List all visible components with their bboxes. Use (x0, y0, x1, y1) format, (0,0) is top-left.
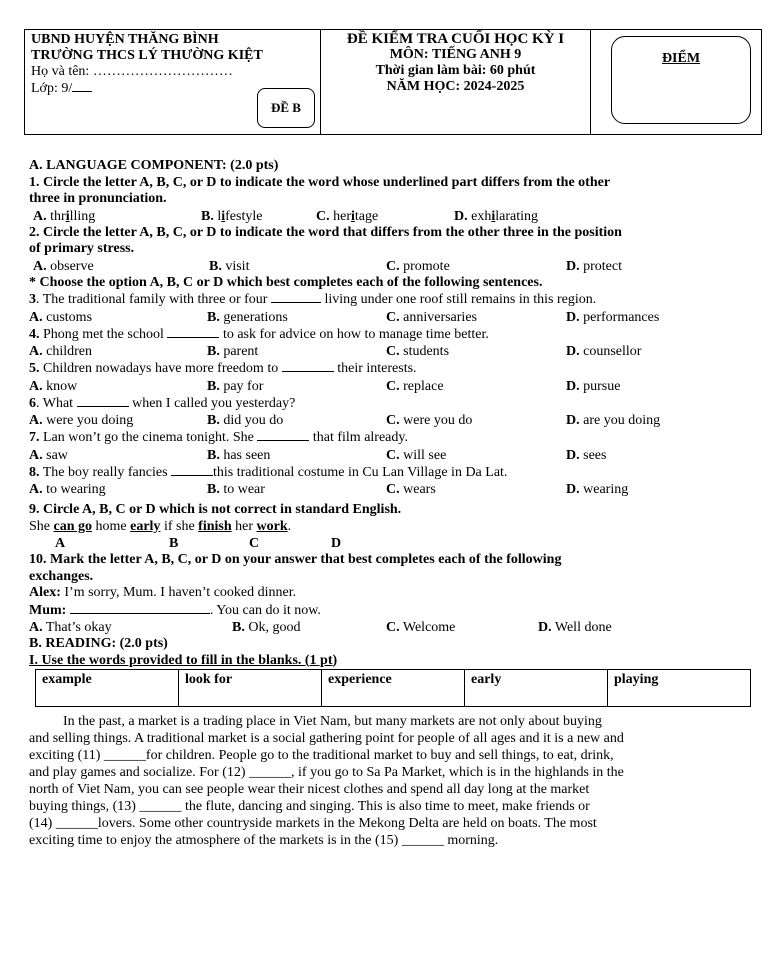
exam-title-line1: ĐỀ KIỂM TRA CUỐI HỌC KỲ I (346, 31, 565, 47)
passage-line: buying things, (13) ______ the flute, dancing and singing. This is also time to meet, make friends or (29, 799, 590, 814)
q9-part-a[interactable]: can go (53, 518, 92, 534)
passage-line: north of Viet Nam, you can see people wear their nicest clothes and spend all day long at the market (29, 782, 590, 797)
question-stem: 5. Children nowadays have more freedom to their interests. (29, 361, 417, 376)
q1-option-a[interactable]: A. thrilling (33, 208, 96, 224)
question-stem: 7. Lan won’t go the cinema tonight. She that film already. (29, 430, 408, 445)
exam-header (24, 29, 762, 135)
exam-content (29, 158, 774, 849)
school-info (25, 30, 321, 134)
student-name-line: Họ và tên: ………………………… (31, 64, 233, 79)
reading-passage (29, 713, 774, 849)
q10-option-d[interactable]: D. Well done (538, 620, 612, 635)
q2-option-c[interactable]: C. promote (386, 258, 450, 274)
option-d[interactable]: D. are you doing (566, 413, 661, 428)
question-options (29, 481, 774, 498)
q9-part-c[interactable]: finish (198, 518, 232, 534)
q10-instruction-1: 10. Mark the letter A, B, C, or D on your answer that best completes each of the following (29, 552, 562, 567)
option-b[interactable]: B. parent (207, 344, 259, 359)
class-label: Lớp: 9/ (31, 81, 73, 96)
q1-option-d[interactable]: D. exhilarating (454, 208, 538, 224)
q1-options (29, 208, 774, 225)
question-stem: 3. The traditional family with three or four living under one roof still remains in this region. (29, 292, 597, 307)
reading-instruction: I. Use the words provided to fill in the blanks. (1 pt) (29, 652, 338, 668)
q9-sentence: She can go home early if she finish her work. (29, 518, 292, 534)
choose-instruction: * Choose the option A, B, C or D which best completes each of the following sentences. (29, 274, 543, 290)
section-b-heading: B. READING: (2.0 pts) (29, 636, 168, 651)
option-c[interactable]: C. wears (386, 482, 436, 497)
score-box (611, 36, 751, 124)
exam-year: NĂM HỌC: 2024-2025 (386, 79, 525, 94)
option-b[interactable]: B. did you do (207, 413, 284, 428)
option-d[interactable]: D. pursue (566, 378, 621, 394)
question-options (29, 309, 774, 326)
exam-subject: MÔN: TIẾNG ANH 9 (389, 47, 522, 62)
q9-instruction: 9. Circle A, B, C or D which is not correct in standard English. (29, 502, 402, 517)
answer-blank[interactable] (70, 602, 210, 614)
q1-option-c[interactable]: C. heritage (316, 208, 379, 224)
word-cell: example (36, 670, 179, 707)
question-options (29, 343, 774, 360)
section-a-heading: A. LANGUAGE COMPONENT: (2.0 pts) (29, 158, 279, 173)
q1-instruction-2: three in pronunciation. (29, 191, 167, 206)
passage-line: exciting time to enjoy the atmosphere of the markets is in the (15) ______ morning. (29, 833, 499, 848)
q2-option-b[interactable]: B. visit (209, 258, 250, 274)
option-b[interactable]: B. to wear (207, 482, 265, 497)
q2-option-d[interactable]: D. protect (566, 258, 622, 274)
option-c[interactable]: C. were you do (386, 413, 473, 428)
q1-instruction-1: 1. Circle the letter A, B, C, or D to indicate the word whose underlined part differs from the other (29, 174, 611, 190)
option-b[interactable]: B. generations (207, 309, 288, 325)
option-c[interactable]: C. students (386, 344, 450, 359)
option-a[interactable]: A. know (29, 378, 78, 394)
option-d[interactable]: D. performances (566, 309, 660, 325)
passage-line: exciting (11) ______for children. People go to the traditional market to buy and sell things, to eat, drink, (29, 748, 614, 763)
school-name: TRƯỜNG THCS LÝ THƯỜNG KIỆT (31, 48, 263, 63)
q2-option-a[interactable]: A. observe (33, 258, 94, 274)
q10-option-c[interactable]: C. Welcome (386, 620, 456, 635)
q10-instruction-2: exchanges. (29, 568, 94, 584)
q2-instruction-2: of primary stress. (29, 241, 135, 256)
option-b[interactable]: B. pay for (207, 378, 264, 394)
passage-line: and play games and socialize. For (12) ______, if you go to Sa Pa Market, which is in the highlands in the (29, 765, 624, 780)
question-stem: 8. The boy really fancies this traditional costume in Cu Lan Village in Da Lat. (29, 464, 508, 480)
score-cell (591, 30, 761, 134)
dialogue-mum: Mum: . You can do it now. (29, 602, 321, 618)
word-cell: early (465, 670, 608, 707)
option-a[interactable]: A. were you doing (29, 413, 134, 428)
word-cell: playing (608, 670, 751, 707)
option-c[interactable]: C. will see (386, 447, 447, 463)
q9-part-b[interactable]: early (130, 518, 161, 534)
option-b[interactable]: B. has seen (207, 447, 271, 463)
question-options (29, 447, 774, 464)
question-options (29, 378, 774, 395)
option-a[interactable]: A. customs (29, 309, 93, 325)
option-c[interactable]: C. replace (386, 378, 444, 394)
exam-code-box: ĐỀ B (257, 88, 315, 128)
option-d[interactable]: D. sees (566, 447, 607, 463)
option-d[interactable]: D. wearing (566, 482, 629, 497)
q10-option-b[interactable]: B. Ok, good (232, 620, 301, 635)
score-label: ĐIỂM (661, 51, 701, 66)
option-a[interactable]: A. children (29, 344, 92, 359)
class-blank (72, 80, 92, 92)
q2-instruction-1: 2. Circle the letter A, B, C, or D to indicate the word that differs from the other three in the position (29, 224, 622, 240)
q1-option-b[interactable]: B. lifestyle (201, 208, 263, 224)
q9-part-d[interactable]: work (256, 518, 288, 534)
word-box (35, 669, 751, 707)
question-stem: 4. Phong met the school to ask for advice on how to manage time better. (29, 326, 489, 342)
q9-letters: A B C D (55, 536, 342, 551)
option-a[interactable]: A. saw (29, 447, 68, 463)
option-a[interactable]: A. to wearing (29, 482, 106, 497)
q10-option-a[interactable]: A. That’s okay (29, 620, 112, 635)
question-list (29, 291, 774, 498)
dialogue-alex: Alex: I’m sorry, Mum. I haven’t cooked dinner. (29, 585, 297, 600)
question-stem: 6. What when I called you yesterday? (29, 395, 296, 411)
question-options (29, 412, 774, 429)
option-c[interactable]: C. anniversaries (386, 309, 477, 325)
passage-line: In the past, a market is a trading place in Viet Nam, but many markets are not only about buying (63, 714, 602, 729)
option-d[interactable]: D. counsellor (566, 344, 642, 359)
exam-duration: Thời gian làm bài: 60 phút (375, 63, 536, 78)
district-name: UBND HUYỆN THĂNG BÌNH (31, 32, 219, 47)
exam-title (321, 30, 591, 134)
word-cell: experience (322, 670, 465, 707)
word-cell: look for (179, 670, 322, 707)
passage-line: (14) ______lovers. Some other countryside markets in the Mekong Delta are held on boats. The most (29, 816, 597, 831)
q2-options (29, 258, 774, 275)
passage-line: and selling things. A traditional market is a social gathering point for people of all ages and it is a new and (29, 731, 624, 746)
q10-options (29, 619, 774, 636)
